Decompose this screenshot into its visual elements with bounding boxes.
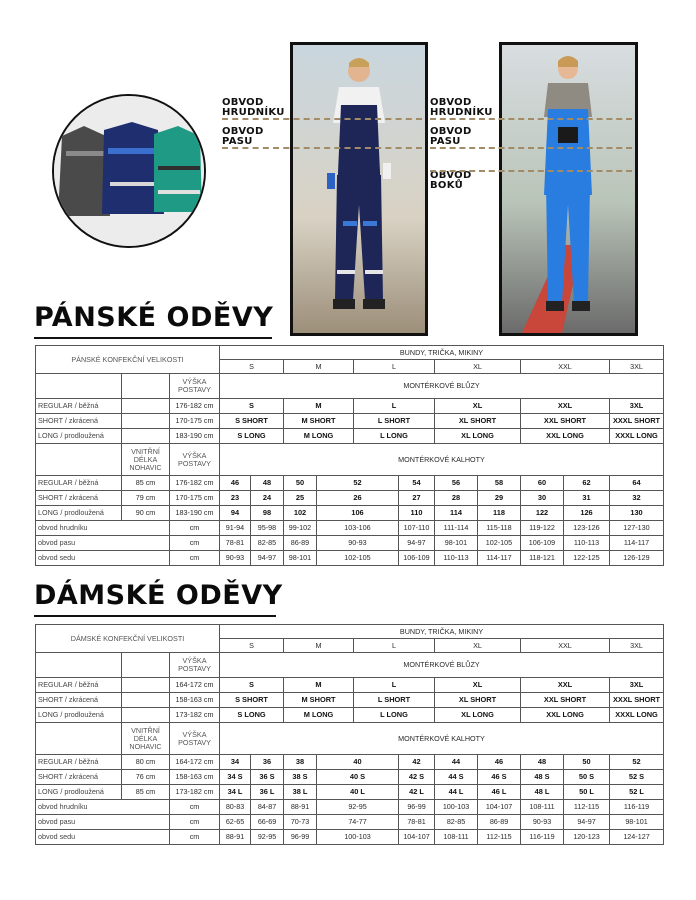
- trouser-size-cell: 34: [220, 755, 251, 770]
- trouser-size-cell: 122: [521, 506, 564, 521]
- blouse-size-cell: XL SHORT: [435, 693, 521, 708]
- blouse-row-height: 158-163 cm: [170, 693, 220, 708]
- measure-value-cell: 100-103: [317, 830, 399, 845]
- trouser-size-cell: 24: [251, 491, 284, 506]
- measure-value-cell: 114-117: [610, 536, 664, 551]
- measure-row-unit: cm: [170, 830, 220, 845]
- blouse-size-cell: M SHORT: [284, 693, 354, 708]
- measure-value-cell: 112-115: [478, 830, 521, 845]
- measure-value-cell: 86-89: [284, 536, 317, 551]
- blouse-size-cell: L LONG: [354, 429, 435, 444]
- measure-value-cell: 90-93: [521, 815, 564, 830]
- measure-value-cell: 116-119: [521, 830, 564, 845]
- measure-value-cell: 108-111: [435, 830, 478, 845]
- empty-cell: [36, 374, 122, 399]
- trouser-size-cell: 118: [478, 506, 521, 521]
- measure-value-cell: 78-81: [399, 815, 435, 830]
- measure-value-cell: 94-97: [399, 536, 435, 551]
- size-header-cell: XXL: [521, 360, 610, 374]
- empty-cell: [36, 444, 122, 476]
- men-size-table: [35, 345, 664, 566]
- measure-row-unit: cm: [170, 815, 220, 830]
- blouse-row-label: SHORT / zkrácená: [36, 693, 122, 708]
- chest-label-women: OBVOD HRUDNÍKU: [430, 97, 493, 118]
- measure-value-cell: 126-129: [610, 551, 664, 566]
- trouser-size-cell: 48: [521, 755, 564, 770]
- trouser-size-cell: 130: [610, 506, 664, 521]
- trouser-size-cell: 40: [317, 755, 399, 770]
- measure-row-label: obvod pasu: [36, 815, 170, 830]
- blouse-size-cell: 3XL: [610, 399, 664, 414]
- measure-value-cell: 102-105: [478, 536, 521, 551]
- measure-value-cell: 98-101: [435, 536, 478, 551]
- trouser-size-cell: 34 S: [220, 770, 251, 785]
- blouse-size-cell: L: [354, 399, 435, 414]
- hips-label-women: OBVOD BOKŮ: [430, 170, 472, 191]
- blouse-size-cell: XL SHORT: [435, 414, 521, 429]
- blouse-size-cell: S: [220, 678, 284, 693]
- trouser-row-label: REGULAR / běžná: [36, 476, 122, 491]
- trouser-size-cell: 40 L: [317, 785, 399, 800]
- measure-value-cell: 110-113: [564, 536, 610, 551]
- measure-value-cell: 92-95: [251, 830, 284, 845]
- trouser-size-cell: 27: [399, 491, 435, 506]
- trouser-row-height: 173-182 cm: [170, 785, 220, 800]
- blouse-row-height: 183-190 cm: [170, 429, 220, 444]
- blouse-size-cell: M LONG: [284, 429, 354, 444]
- trouser-size-cell: 106: [317, 506, 399, 521]
- hips-line-women: [430, 170, 632, 172]
- size-header-label: PÁNSKÉ KONFEKČNÍ VELIKOSTI: [36, 346, 220, 374]
- waist-line-women: [430, 147, 632, 149]
- empty-cell: [122, 374, 170, 399]
- measure-value-cell: 104-107: [478, 800, 521, 815]
- trouser-row-inseam: 90 cm: [122, 506, 170, 521]
- trouser-size-cell: 34 L: [220, 785, 251, 800]
- empty-cell: [36, 653, 122, 678]
- trouser-size-cell: 98: [251, 506, 284, 521]
- trouser-size-cell: 56: [435, 476, 478, 491]
- trouser-size-cell: 50 L: [564, 785, 610, 800]
- blouse-size-cell: S LONG: [220, 708, 284, 723]
- blouse-row-label: LONG / prodloužená: [36, 429, 122, 444]
- blouses-header: MONTÉRKOVÉ BLŮZY: [220, 374, 664, 399]
- measure-value-cell: 91-94: [220, 521, 251, 536]
- height-header: VÝŠKA POSTAVY: [170, 723, 220, 755]
- trouser-row-height: 183-190 cm: [170, 506, 220, 521]
- blouse-size-cell: XL: [435, 399, 521, 414]
- measure-value-cell: 120-123: [564, 830, 610, 845]
- height-header: VÝŠKA POSTAVY: [170, 653, 220, 678]
- empty-cell: [122, 414, 170, 429]
- blouse-row-label: REGULAR / běžná: [36, 678, 122, 693]
- blouses-header: MONTÉRKOVÉ BLŮZY: [220, 653, 664, 678]
- measure-value-cell: 124-127: [610, 830, 664, 845]
- measure-value-cell: 92-95: [317, 800, 399, 815]
- measure-value-cell: 95-98: [251, 521, 284, 536]
- blouse-size-cell: XXL: [521, 678, 610, 693]
- trouser-size-cell: 52: [610, 755, 664, 770]
- trouser-size-cell: 114: [435, 506, 478, 521]
- size-header-cell: L: [354, 639, 435, 653]
- measure-value-cell: 118-121: [521, 551, 564, 566]
- blouse-size-cell: XXXL SHORT: [610, 693, 664, 708]
- measure-value-cell: 86-89: [478, 815, 521, 830]
- measure-row-unit: cm: [170, 551, 220, 566]
- measure-value-cell: 115-118: [478, 521, 521, 536]
- trouser-row-height: 176-182 cm: [170, 476, 220, 491]
- trouser-size-cell: 38 L: [284, 785, 317, 800]
- blouse-size-cell: S: [220, 399, 284, 414]
- trouser-size-cell: 126: [564, 506, 610, 521]
- women-size-table: [35, 624, 664, 845]
- trouser-row-inseam: 76 cm: [122, 770, 170, 785]
- measure-value-cell: 108-111: [521, 800, 564, 815]
- blouse-row-height: 170-175 cm: [170, 414, 220, 429]
- measure-value-cell: 82-85: [435, 815, 478, 830]
- measure-row-label: obvod sedu: [36, 551, 170, 566]
- size-header-cell: S: [220, 360, 284, 374]
- trouser-size-cell: 64: [610, 476, 664, 491]
- trouser-size-cell: 58: [478, 476, 521, 491]
- trouser-size-cell: 38: [284, 755, 317, 770]
- trouser-size-cell: 36 L: [251, 785, 284, 800]
- trouser-row-inseam: 80 cm: [122, 755, 170, 770]
- jackets-header: BUNDY, TRIČKA, MIKINY: [220, 625, 664, 639]
- measure-value-cell: 127-130: [610, 521, 664, 536]
- trousers-header: MONTÉRKOVÉ KALHOTY: [220, 723, 664, 755]
- jackets-product-image: [52, 94, 206, 248]
- measure-value-cell: 106-109: [399, 551, 435, 566]
- trouser-size-cell: 50: [284, 476, 317, 491]
- trouser-size-cell: 42: [399, 755, 435, 770]
- measure-value-cell: 94-97: [251, 551, 284, 566]
- measure-value-cell: 96-99: [284, 830, 317, 845]
- men-title-underline: [34, 337, 272, 339]
- trouser-size-cell: 38 S: [284, 770, 317, 785]
- trouser-size-cell: 110: [399, 506, 435, 521]
- measure-value-cell: 106-109: [521, 536, 564, 551]
- empty-cell: [122, 429, 170, 444]
- blouse-size-cell: L SHORT: [354, 693, 435, 708]
- measure-value-cell: 96-99: [399, 800, 435, 815]
- inseam-header: VNITŘNÍ DÉLKA NOHAVIC: [122, 723, 170, 755]
- measure-value-cell: 66-69: [251, 815, 284, 830]
- measure-value-cell: 116-119: [610, 800, 664, 815]
- trouser-size-cell: 50: [564, 755, 610, 770]
- inseam-header: VNITŘNÍ DÉLKA NOHAVIC: [122, 444, 170, 476]
- blouse-size-cell: L SHORT: [354, 414, 435, 429]
- empty-cell: [36, 723, 122, 755]
- trousers-header: MONTÉRKOVÉ KALHOTY: [220, 444, 664, 476]
- measure-row-unit: cm: [170, 800, 220, 815]
- measure-value-cell: 123-126: [564, 521, 610, 536]
- measure-value-cell: 100-103: [435, 800, 478, 815]
- trouser-size-cell: 28: [435, 491, 478, 506]
- height-header: VÝŠKA POSTAVY: [170, 444, 220, 476]
- measure-value-cell: 78-81: [220, 536, 251, 551]
- size-header-cell: M: [284, 639, 354, 653]
- trouser-size-cell: 36: [251, 755, 284, 770]
- measure-value-cell: 99-102: [284, 521, 317, 536]
- blouse-size-cell: XXL SHORT: [521, 414, 610, 429]
- trouser-size-cell: 36 S: [251, 770, 284, 785]
- blouse-size-cell: S SHORT: [220, 414, 284, 429]
- blouse-size-cell: XL LONG: [435, 708, 521, 723]
- trouser-size-cell: 44: [435, 755, 478, 770]
- trouser-size-cell: 23: [220, 491, 251, 506]
- trouser-size-cell: 40 S: [317, 770, 399, 785]
- empty-cell: [122, 653, 170, 678]
- blouse-size-cell: M LONG: [284, 708, 354, 723]
- women-model-photo: [499, 42, 638, 336]
- trouser-row-label: SHORT / zkrácená: [36, 491, 122, 506]
- waist-line-men: [222, 147, 422, 149]
- blouse-size-cell: S SHORT: [220, 693, 284, 708]
- trouser-size-cell: 44 S: [435, 770, 478, 785]
- trouser-size-cell: 102: [284, 506, 317, 521]
- chest-line-men: [222, 118, 422, 120]
- measure-value-cell: 119-122: [521, 521, 564, 536]
- blouse-row-label: LONG / prodloužená: [36, 708, 122, 723]
- blouse-size-cell: XXXL LONG: [610, 708, 664, 723]
- trouser-row-label: SHORT / zkrácená: [36, 770, 122, 785]
- jackets-header: BUNDY, TRIČKA, MIKINY: [220, 346, 664, 360]
- blouse-row-height: 164-172 cm: [170, 678, 220, 693]
- trouser-row-height: 170-175 cm: [170, 491, 220, 506]
- men-section-title: PÁNSKÉ ODĚVY: [34, 302, 274, 333]
- trouser-row-inseam: 85 cm: [122, 785, 170, 800]
- empty-cell: [122, 693, 170, 708]
- measure-value-cell: 107-110: [399, 521, 435, 536]
- size-header-cell: M: [284, 360, 354, 374]
- size-header-cell: XL: [435, 639, 521, 653]
- trouser-size-cell: 46 L: [478, 785, 521, 800]
- trouser-size-cell: 48 L: [521, 785, 564, 800]
- size-header-cell: XXL: [521, 639, 610, 653]
- measure-value-cell: 74-77: [317, 815, 399, 830]
- measure-value-cell: 110-113: [435, 551, 478, 566]
- measure-value-cell: 80-83: [220, 800, 251, 815]
- men-model-photo: [290, 42, 428, 336]
- blouse-size-cell: 3XL: [610, 678, 664, 693]
- trouser-size-cell: 48 S: [521, 770, 564, 785]
- trouser-size-cell: 52 L: [610, 785, 664, 800]
- trouser-size-cell: 44 L: [435, 785, 478, 800]
- measure-value-cell: 114-117: [478, 551, 521, 566]
- size-header-cell: 3XL: [610, 639, 664, 653]
- measure-value-cell: 98-101: [610, 815, 664, 830]
- trouser-size-cell: 30: [521, 491, 564, 506]
- chest-line-women: [430, 118, 632, 120]
- measure-value-cell: 111-114: [435, 521, 478, 536]
- size-header-cell: S: [220, 639, 284, 653]
- blouse-size-cell: XXL LONG: [521, 708, 610, 723]
- measure-value-cell: 82-85: [251, 536, 284, 551]
- trouser-size-cell: 54: [399, 476, 435, 491]
- trouser-size-cell: 94: [220, 506, 251, 521]
- blouse-size-cell: M: [284, 678, 354, 693]
- measure-value-cell: 84-87: [251, 800, 284, 815]
- trouser-size-cell: 52 S: [610, 770, 664, 785]
- trouser-size-cell: 29: [478, 491, 521, 506]
- measure-row-label: obvod sedu: [36, 830, 170, 845]
- empty-cell: [122, 399, 170, 414]
- trouser-size-cell: 46 S: [478, 770, 521, 785]
- trouser-size-cell: 62: [564, 476, 610, 491]
- measure-value-cell: 88-91: [220, 830, 251, 845]
- measure-value-cell: 90-93: [220, 551, 251, 566]
- blouse-size-cell: M: [284, 399, 354, 414]
- trouser-row-height: 158-163 cm: [170, 770, 220, 785]
- blouse-size-cell: XXL: [521, 399, 610, 414]
- measure-row-unit: cm: [170, 521, 220, 536]
- blouse-size-cell: L: [354, 678, 435, 693]
- measure-value-cell: 104-107: [399, 830, 435, 845]
- measure-value-cell: 122-125: [564, 551, 610, 566]
- trouser-row-inseam: 79 cm: [122, 491, 170, 506]
- measure-value-cell: 94-97: [564, 815, 610, 830]
- trouser-size-cell: 60: [521, 476, 564, 491]
- measure-value-cell: 102-105: [317, 551, 399, 566]
- blouse-row-label: SHORT / zkrácená: [36, 414, 122, 429]
- blouse-size-cell: XXL LONG: [521, 429, 610, 444]
- trouser-size-cell: 42 L: [399, 785, 435, 800]
- trouser-size-cell: 46: [220, 476, 251, 491]
- blouse-size-cell: XXL SHORT: [521, 693, 610, 708]
- trouser-size-cell: 46: [478, 755, 521, 770]
- empty-cell: [122, 678, 170, 693]
- measure-row-label: obvod hrudníku: [36, 521, 170, 536]
- measure-row-label: obvod pasu: [36, 536, 170, 551]
- measure-value-cell: 98-101: [284, 551, 317, 566]
- size-header-cell: 3XL: [610, 360, 664, 374]
- blouse-row-height: 176-182 cm: [170, 399, 220, 414]
- waist-label-women: OBVOD PASU: [430, 126, 472, 147]
- blouse-size-cell: L LONG: [354, 708, 435, 723]
- trouser-size-cell: 25: [284, 491, 317, 506]
- chest-label-men: OBVOD HRUDNÍKU: [222, 97, 285, 118]
- measure-row-unit: cm: [170, 536, 220, 551]
- blouse-size-cell: S LONG: [220, 429, 284, 444]
- measure-value-cell: 70-73: [284, 815, 317, 830]
- trouser-row-height: 164-172 cm: [170, 755, 220, 770]
- women-section-title: DÁMSKÉ ODĚVY: [34, 580, 283, 611]
- trouser-size-cell: 48: [251, 476, 284, 491]
- trouser-size-cell: 50 S: [564, 770, 610, 785]
- blouse-row-height: 173-182 cm: [170, 708, 220, 723]
- blouse-size-cell: XXXL SHORT: [610, 414, 664, 429]
- height-header: VÝŠKA POSTAVY: [170, 374, 220, 399]
- size-header-cell: L: [354, 360, 435, 374]
- trouser-size-cell: 31: [564, 491, 610, 506]
- blouse-size-cell: M SHORT: [284, 414, 354, 429]
- waist-label-men: OBVOD PASU: [222, 126, 264, 147]
- empty-cell: [122, 708, 170, 723]
- blouse-size-cell: XL LONG: [435, 429, 521, 444]
- size-header-label: DÁMSKÉ KONFEKČNÍ VELIKOSTI: [36, 625, 220, 653]
- measure-value-cell: 112-115: [564, 800, 610, 815]
- measure-value-cell: 88-91: [284, 800, 317, 815]
- trouser-size-cell: 32: [610, 491, 664, 506]
- measure-value-cell: 103-106: [317, 521, 399, 536]
- trouser-row-label: LONG / prodloužená: [36, 785, 122, 800]
- size-header-cell: XL: [435, 360, 521, 374]
- measure-value-cell: 62-65: [220, 815, 251, 830]
- trouser-row-label: REGULAR / běžná: [36, 755, 122, 770]
- trouser-size-cell: 42 S: [399, 770, 435, 785]
- blouse-size-cell: XL: [435, 678, 521, 693]
- trouser-size-cell: 26: [317, 491, 399, 506]
- trouser-size-cell: 52: [317, 476, 399, 491]
- measure-row-label: obvod hrudníku: [36, 800, 170, 815]
- trouser-row-inseam: 85 cm: [122, 476, 170, 491]
- trouser-row-label: LONG / prodloužená: [36, 506, 122, 521]
- blouse-row-label: REGULAR / běžná: [36, 399, 122, 414]
- women-title-underline: [34, 615, 276, 617]
- blouse-size-cell: XXXL LONG: [610, 429, 664, 444]
- measure-value-cell: 90-93: [317, 536, 399, 551]
